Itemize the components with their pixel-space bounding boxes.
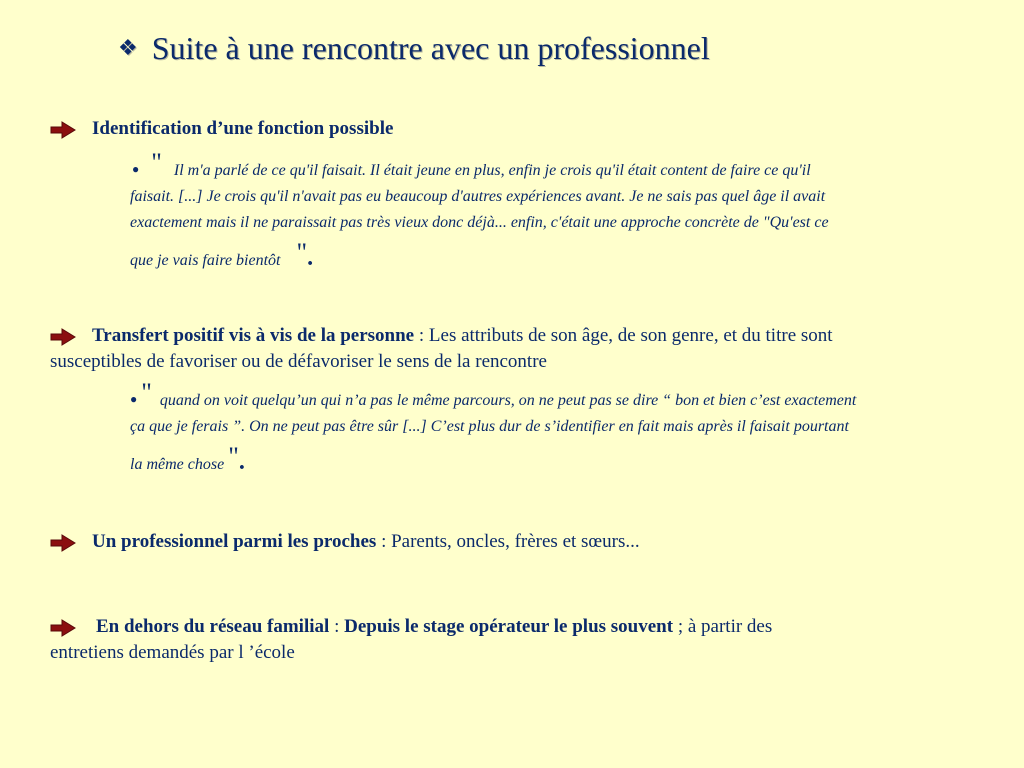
section-identification (50, 116, 1004, 142)
slide-title (118, 30, 710, 67)
section-text: : Les attributs de son âge, de son genre, et du titre sont (414, 325, 833, 346)
quote-line: quand on voit quelqu’un qui n’a pas le même parcours, on ne peut pas se dire “ bon et bien c’est exactement (159, 392, 857, 409)
quote-block (130, 150, 1010, 274)
section-heading: Un professionnel parmi les proches (92, 531, 377, 552)
quote-close: " (228, 442, 239, 471)
slide-title-text: Suite à une rencontre avec un professionnel (151, 30, 710, 66)
section-hors-famille (50, 614, 1004, 666)
arrow-right-icon (50, 619, 76, 637)
section-proches (50, 529, 1004, 555)
quote-line: exactement mais il ne paraissait pas très vieux donc déjà... enfin, c'était une approche concrète de "Qu'est ce (130, 214, 829, 231)
quote-line: faisait. [...] Je crois qu'il n'avait pas eu beaucoup d'autres expériences avant. Je ne sais pas quel âge il avait (130, 188, 826, 205)
section-text: entretiens demandés par l ’école (50, 642, 295, 663)
section-heading: En dehors du réseau familial (96, 616, 330, 637)
quote-line: ça que je ferais ”. On ne peut pas être sûr [...] C’est plus dur de s’identifier en fait mais après il faisait pourtant (130, 418, 849, 435)
quote-line: que je vais faire bientôt (130, 252, 281, 269)
bullet-dot: ● (130, 392, 138, 406)
section-heading: Identification d’une fonction possible (92, 118, 394, 139)
section-separator: : (329, 616, 345, 637)
section-heading-2: Depuis le stage opérateur le plus souvent (344, 616, 674, 637)
quote-period: . (307, 245, 314, 271)
quote-block (130, 380, 1024, 478)
section-heading: Transfert positif vis à vis de la personne (92, 325, 415, 346)
quote-period: . (238, 449, 245, 475)
diamond-icon: ❖ (118, 35, 138, 60)
arrow-right-icon (50, 534, 76, 552)
section-text: ; à partir des (673, 616, 773, 637)
arrow-right-icon (50, 328, 76, 346)
quote-line: Il m'a parlé de ce qu'il faisait. Il était jeune en plus, enfin je crois qu'il était content de faire ce qu'il (173, 162, 811, 179)
quote-close: " (296, 238, 308, 267)
section-transfert (50, 323, 1004, 375)
quote-open: " (151, 150, 162, 177)
section-text: : Parents, oncles, frères et sœurs... (376, 531, 640, 552)
arrow-right-icon (50, 121, 76, 139)
bullet-dot: ● (132, 162, 140, 176)
section-text: susceptibles de favoriser ou de défavoriser le sens de la rencontre (50, 351, 547, 372)
quote-line: la même chose (130, 456, 225, 473)
quote-open: " (141, 380, 152, 407)
